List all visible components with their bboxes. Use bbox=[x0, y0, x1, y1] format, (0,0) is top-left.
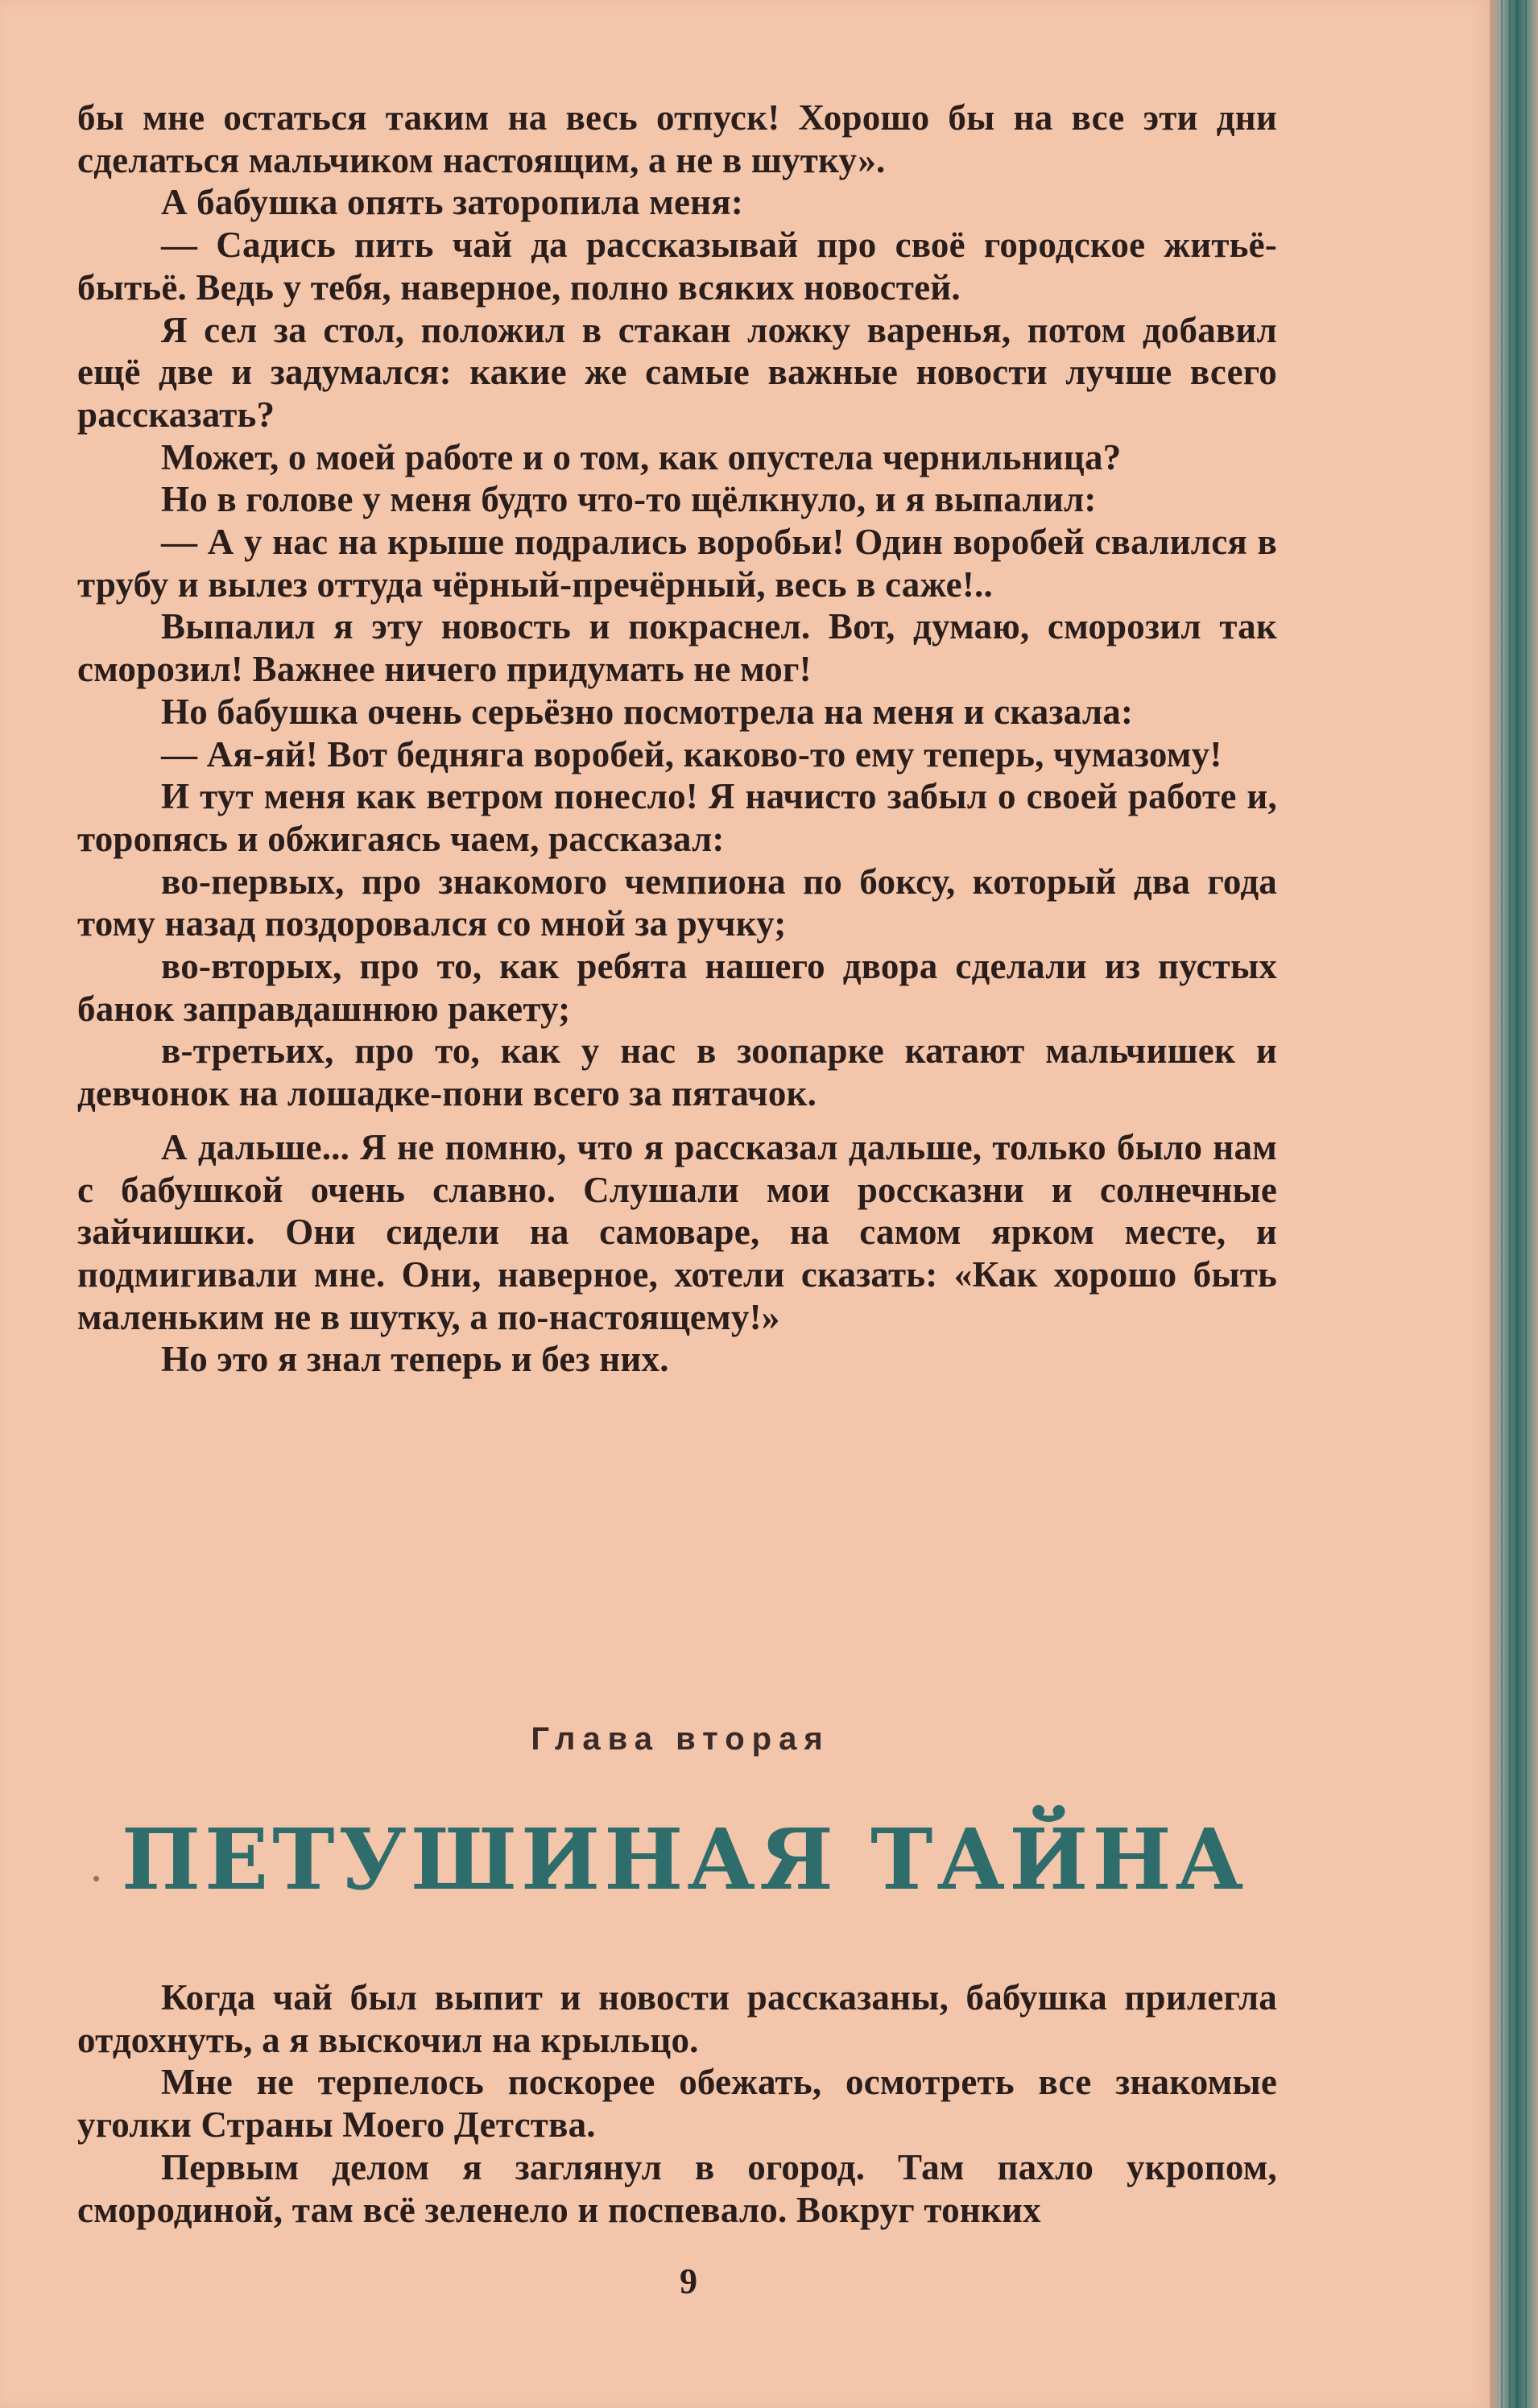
paragraph: Но это я знал теперь и без них. bbox=[161, 1339, 669, 1380]
chapter-title: ПЕТУШИНАЯ ТАЙНА bbox=[121, 1810, 1248, 1909]
paragraph: — Ая-яй! Вот бедняга воробей, каково-то ему теперь, чумазому! bbox=[161, 733, 1222, 774]
paragraph: бы мне остаться таким на весь отпуск! Хорошо бы на все эти дни сделаться мальчиком настоящим, а не в шутку». bbox=[77, 97, 1277, 180]
page-number: 9 bbox=[680, 2261, 697, 2301]
page-edge-line bbox=[1516, 0, 1518, 2408]
book-page-edges bbox=[1490, 0, 1538, 2408]
list-paragraph: во-вторых, про то, как ребята нашего двора сделали из пустых банок заправдашнюю ракету; bbox=[77, 946, 1277, 1029]
paragraph: А бабушка опять заторопила меня: bbox=[161, 182, 744, 223]
paragraph: Мне не терпелось поскорее обежать, осмотреть все знакомые уголки Страны Моего Детства. bbox=[77, 2062, 1277, 2146]
paragraph: Может, о моей работе и о том, как опустела чернильница? bbox=[161, 436, 1122, 477]
chapter-label: Глава вторая bbox=[531, 1721, 830, 1757]
paragraph: Когда чай был выпит и новости рассказаны, бабушка прилегла отдохнуть, а я выскочил на крыльцо. bbox=[77, 1977, 1277, 2060]
paragraph: Я сел за стол, положил в стакан ложку варенья, потом добавил ещё две и задумался: какие же самые важные новости лучше всего рассказать? bbox=[77, 309, 1277, 435]
paragraph: А дальше... Я не помню, что я рассказал дальше, только было нам с бабушкой очень славно. Слушали мои россказни и солнечные зайчишки. Они сидели на самоваре, на самом ярком месте, и подмигивали мне. Они, наверное, хотели сказать: «Как хорошо быть маленьким не в шутку, а по-настоящему!» bbox=[77, 1126, 1277, 1337]
paragraph: — Садись пить чай да рассказывай про своё городское житьё-бытьё. Ведь у тебя, наверное, полно всяких новостей. bbox=[77, 225, 1277, 308]
list-paragraph: в-третьих, про то, как у нас в зоопарке катают мальчишек и девчонок на лошадке-пони всего за пятачок. bbox=[77, 1031, 1277, 1114]
chapter-one-ending bbox=[77, 97, 1277, 1381]
page-edge-line bbox=[1501, 0, 1503, 2408]
paragraph: Первым делом я заглянул в огород. Там пахло укропом, смородиной, там всё зеленело и поспевало. Вокруг тонких bbox=[77, 2146, 1277, 2230]
paragraph: Но бабушка очень серьёзно посмотрела на меня и сказала: bbox=[161, 691, 1134, 732]
page-edge-line bbox=[1525, 0, 1527, 2408]
chapter-two-opening bbox=[77, 1976, 1277, 2231]
paragraph: Но в голове у меня будто что-то щёлкнуло, и я выпалил: bbox=[161, 479, 1097, 520]
page-edge-line bbox=[1509, 0, 1511, 2408]
paragraph: И тут меня как ветром понесло! Я начисто забыл о своей работе и, торопясь и обжигаясь чаем, рассказал: bbox=[77, 776, 1277, 859]
paragraph: Выпалил я эту новость и покраснел. Вот, думаю, сморозил так сморозил! Важнее ничего придумать не мог! bbox=[77, 606, 1277, 690]
paragraph: — А у нас на крыше подрались воробьи! Один воробей свалился в трубу и вылез оттуда чёрный-пречёрный, весь в саже!.. bbox=[77, 522, 1277, 605]
list-paragraph: во-первых, про знакомого чемпиона по боксу, который два года тому назад поздоровался со мной за ручку; bbox=[77, 861, 1277, 944]
